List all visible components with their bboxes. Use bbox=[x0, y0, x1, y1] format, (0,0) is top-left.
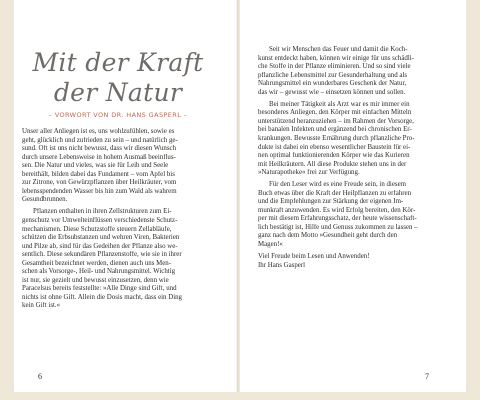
text-line: Ihr Hans Gasperl bbox=[258, 261, 306, 269]
text-line: Buch etwas über die Kraft der Heilpflanzen zu erfahren bbox=[258, 189, 412, 197]
text-line: schützen die Erbsubstanzen und wehren Viren, Bakterien bbox=[22, 234, 180, 242]
text-line: pflanzliche Lebensmittel zur Gesunderhaltung und als bbox=[258, 71, 408, 79]
text-line: Pflanzen enthalten in ihren Zellstrukturen zum Ei- bbox=[33, 208, 172, 216]
text-line: Unser aller Anliegen ist es, uns wohlzufühlen, sowie es bbox=[22, 128, 175, 135]
text-line: ganz nach dem Motto »Gesundheit geht durch den bbox=[258, 232, 398, 240]
text-line: Nahrungsmittel ein wunderbares Geschenk der Natur, bbox=[258, 80, 407, 88]
text-line: krankungen. Bewusste Ernährung durch pflanzliche Pro- bbox=[258, 134, 415, 142]
text-line: Gesundbrunnen. bbox=[22, 196, 68, 204]
text-line: Seit wir Menschen das Feuer und damit die Koch- bbox=[269, 46, 408, 53]
text-line: ist nur, sie gezielt und bewusst einzusetzen, denn wie bbox=[22, 276, 169, 284]
right-page-body bbox=[258, 46, 454, 270]
page-number-right: 7 bbox=[425, 372, 429, 381]
left-page-body bbox=[22, 128, 214, 311]
text-line: nichts ist ohne Gift. Allein die Dosis macht, dass ein Ding bbox=[22, 293, 182, 301]
text-line: und Pilze ab, sind für das Gedeihen der Pflanze also we- bbox=[22, 242, 178, 250]
chapter-title-line-2: der Natur bbox=[53, 78, 183, 107]
text-line: nen optimal funktionierenden Körper wie das Kurieren bbox=[258, 152, 410, 160]
book-gutter bbox=[236, 0, 242, 392]
text-line: sentlich. Diese sekundären Pflanzenstoffe, wie sie in ihrer bbox=[22, 251, 182, 259]
text-line: Bei meiner Tätigkeit als Arzt war es mir immer ein bbox=[269, 100, 410, 108]
chapter-title bbox=[20, 48, 216, 108]
text-line: mechanismen. Diese Schutzstoffe steuern Zellabläufe, bbox=[22, 225, 172, 233]
text-line: zur Zitrone, von Gewürzpflanzen über Heilkräuter, vom bbox=[22, 179, 177, 187]
text-line: bereithält, bilden dabei das Fundament – vom Apfel bis bbox=[22, 170, 175, 178]
text-line: Magen!« bbox=[258, 241, 283, 249]
text-line: Gesamtheit bezeichnet werden, dienen auch uns Men- bbox=[22, 259, 172, 267]
text-line: geht, glücklich und zufrieden zu sein – und natürlich ge- bbox=[22, 136, 178, 144]
text-line: mit Heilkräutern. All diese Produkte stehen uns in der bbox=[258, 160, 407, 168]
chapter-title-line-1: Mit der Kraft bbox=[32, 48, 204, 77]
text-line: Viel Freude beim Lesen und Anwenden! bbox=[258, 253, 370, 261]
text-line: durch unsere Lebensweise in hohem Ausmaß beeinflus- bbox=[22, 153, 176, 161]
text-line: genschutz vor Umwelteinflüssen verschiedenste Schutz- bbox=[22, 216, 178, 224]
text-line: lich bestätigt ist, Hilfe und Genuss zukommen zu lassen – bbox=[258, 223, 418, 231]
text-line: unterstützend heranzuziehen – im Rahmen der Vorsorge, bbox=[258, 117, 414, 125]
text-line: kunst entdeckt haben, können wir einige für uns schädli- bbox=[258, 54, 414, 62]
text-line: sen. Die Natur und vieles, was sie für Leib und Seele bbox=[22, 162, 169, 170]
text-line: sund. Oft ist uns nicht bewusst, dass wir diesen Wunsch bbox=[22, 145, 177, 153]
text-line: schen als Vorsorge-, Heil- und Nahrungsmittel. Wichtig bbox=[22, 268, 176, 276]
text-line: bei banalen Infekten und ergänzend bei chronischen Er- bbox=[258, 126, 412, 134]
text-line: Paracelsus bereits feststellte: »Alle Dinge sind Gift, und bbox=[22, 285, 177, 293]
text-line: che Stoffe in der Pflanze eliminieren. Und so sind viele bbox=[258, 63, 411, 71]
text-line: per mit diesem Erfahrungsschatz, der heute wissenschaft- bbox=[258, 215, 417, 223]
text-line: Für den Leser wird es eine Freude sein, in diesem bbox=[269, 181, 407, 189]
text-line: das wir – gewusst wie – einsetzen können und sollen. bbox=[258, 88, 406, 96]
text-line: »Naturapotheke« frei zur Verfügung. bbox=[258, 169, 360, 177]
chapter-subtitle: – VORWORT VON DR. HANS GASPERL – bbox=[48, 111, 188, 119]
text-line: munkraft anzuwenden. Es wird Erfolg bereiten, den Kör- bbox=[258, 206, 416, 214]
text-line: und die Empfehlungen zur Stärkung der eigenen Im- bbox=[258, 198, 404, 206]
text-line: lebensspendenden Wasser bis hin zum Wald als wahrem bbox=[22, 187, 177, 195]
text-line: besonderes Anliegen, den Körper mit einfachen Mitteln bbox=[258, 109, 412, 117]
text-line: kein Gift ist.« bbox=[22, 302, 61, 310]
text-line: dukte ist dabei ein ebenso wesentlicher Baustein für ei- bbox=[258, 143, 411, 151]
page-number-left: 6 bbox=[38, 372, 42, 381]
